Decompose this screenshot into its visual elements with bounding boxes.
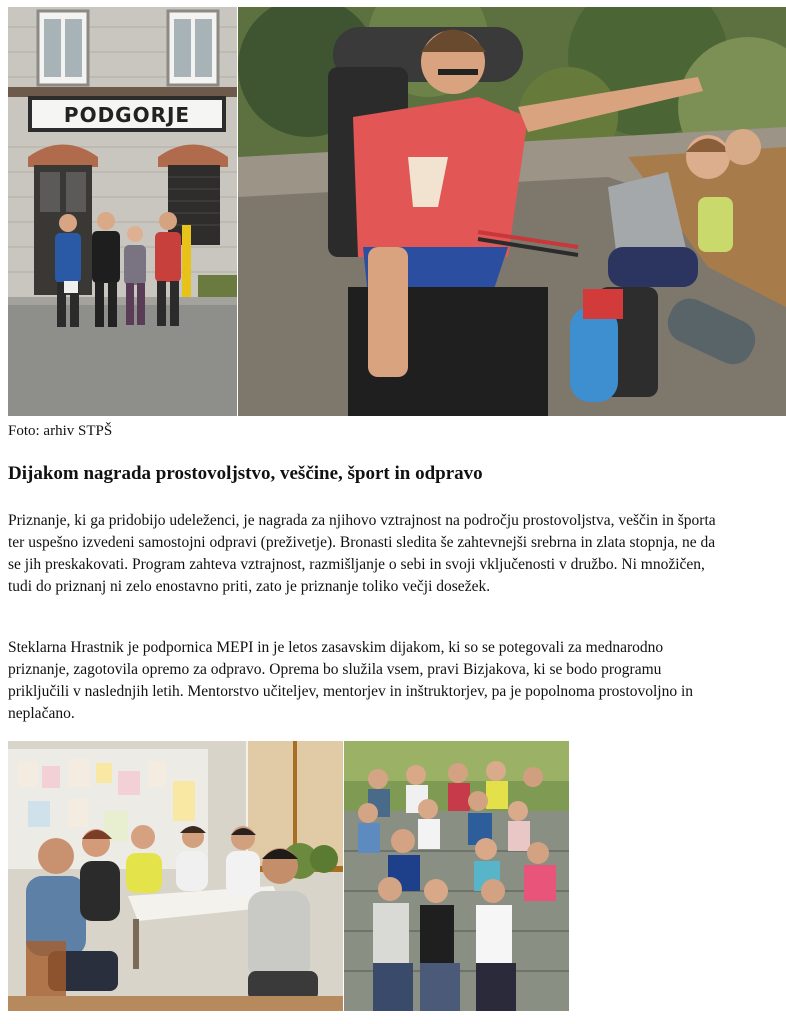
hikers-photo — [238, 7, 786, 416]
waving-group-photo — [344, 741, 569, 1011]
workshop-photo — [8, 741, 343, 1011]
station-photo — [8, 7, 237, 416]
station-sign-text: PODGORJE — [63, 103, 191, 127]
article-paragraph: Priznanje, ki ga pridobijo udeleženci, je nagrada za njihovo vztrajnost na področju prostovoljstva, veščin in športa ter uspešno izvedeni samostojni odpravi (preživetje). Bronasti sledita še zahtevnejši srebrna in zlata stopnja, ne da se jih preskakovati. Program zahteva vztrajnost, razmišljanje o sebi in svoji vključenosti v družbo. Ni množičen, tudi do priznanj ni zelo enostavno priti, zato je priznanje toliko večji dosežek. — [8, 512, 716, 595]
photo-caption: Foto: arhiv STPŠ — [8, 423, 113, 439]
article-title: Dijakom nagrada prostovoljstvo, veščine, šport in odpravo — [8, 463, 483, 484]
article-paragraph: Steklarna Hrastnik je podpornica MEPI in je letos zasavskim dijakom, ki so se potegovali za mednarodno priznanje, zagotovila opremo za odpravo. Oprema bo služila vsem, pravi Bizjakova, ki se bodo programu priključili v naslednjih letih. Mentorstvo učiteljev, mentorjev in inštruktorjev, pa je popolnoma prostovoljno in neplačano. — [8, 639, 694, 722]
group-photo — [8, 741, 569, 1011]
hero-photo — [8, 7, 786, 416]
